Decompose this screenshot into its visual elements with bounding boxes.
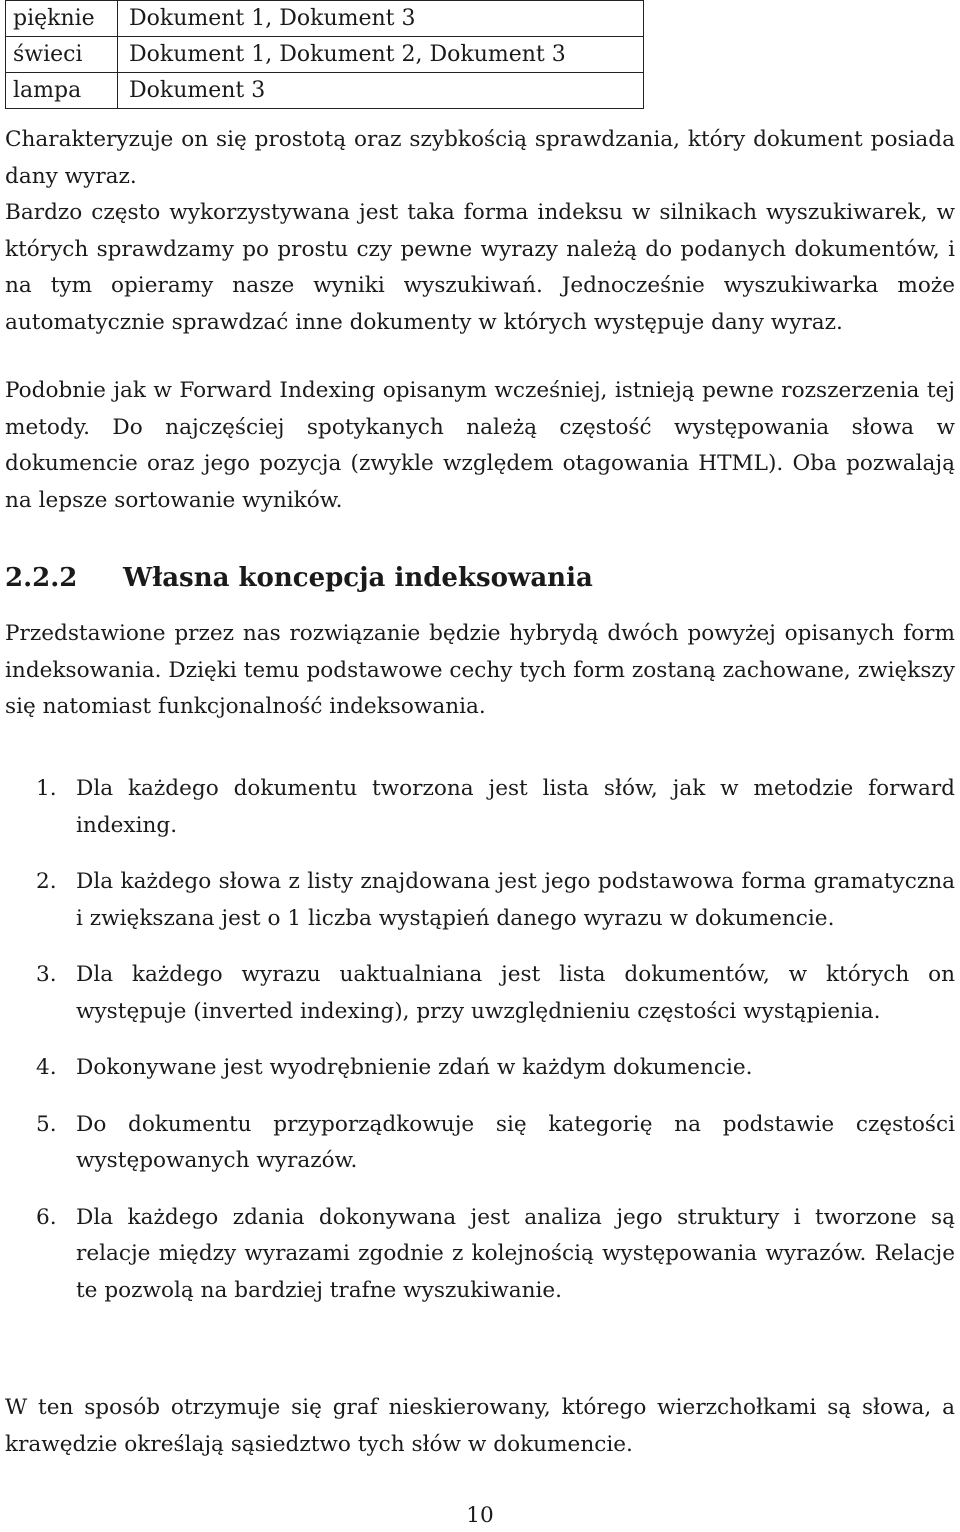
- list-item-number: 4.: [36, 1055, 57, 1080]
- list-item: [5, 771, 955, 844]
- closing-paragraph: W ten sposób otrzymuje się graf nieskierowany, którego wierzchołkami są słowa, a krawędzie określają sąsiedztwo tych słów w dokumencie.: [5, 1395, 955, 1457]
- index-table-wrapper: [5, 0, 644, 109]
- list-item: [5, 1050, 955, 1087]
- table-row: [6, 73, 644, 109]
- list-item: [5, 864, 955, 937]
- list-item: [5, 1107, 955, 1180]
- table-row: [6, 1, 644, 37]
- list-item-text: Dla każdego wyrazu uaktualniana jest lista dokumentów, w których on występuje (inverted indexing), przy uwzględnieniu częstości wystąpienia.: [76, 962, 955, 1024]
- steps-list: [5, 771, 955, 1329]
- table-cell-documents: Dokument 3: [118, 73, 644, 109]
- paragraph-search-engines: Bardzo często wykorzystywana jest taka forma indeksu w silnikach wyszukiwarek, w których sprawdzamy po prostu czy pewne wyrazy należą do podanych dokumentów, i na tym opieramy nasze wyniki wyszukiwań. Jednocześnie wyszukiwarka może automatycznie sprawdzać inne dokumenty w których występuje dany wyraz.: [5, 200, 955, 335]
- paragraph-characteristics: Charakteryzuje on się prostotą oraz szybkością sprawdzania, który dokument posiada dany wyraz.: [5, 127, 955, 189]
- table-cell-documents: Dokument 1, Dokument 2, Dokument 3: [118, 37, 644, 73]
- list-item-text: Do dokumentu przyporządkowuje się kategorię na podstawie częstości występowanych wyrazów.: [76, 1111, 955, 1173]
- list-item-number: 5.: [36, 1111, 57, 1137]
- list-item-number: 3.: [36, 962, 57, 987]
- table-cell-word: lampa: [6, 73, 118, 109]
- list-item-number: 2.: [36, 869, 57, 894]
- table-cell-word: świeci: [6, 37, 118, 73]
- table-cell-word: pięknie: [6, 1, 118, 37]
- paragraph-extensions: Podobnie jak w Forward Indexing opisanym wcześniej, istnieją pewne rozszerzenia tej metody. Do najczęściej spotykanych należą częstość występowania słowa w dokumencie oraz jego pozycja (zwykle względem otagowania HTML). Oba pozwalają na lepsze sortowanie wyników.: [5, 378, 955, 513]
- section-number: 2.2.2: [5, 563, 78, 593]
- section-title: Własna koncepcja indeksowania: [123, 563, 593, 593]
- list-item: [5, 957, 955, 1030]
- section-intro-paragraph: Przedstawione przez nas rozwiązanie będzie hybrydą dwóch powyżej opisanych form indeksowania. Dzięki temu podstawowe cechy tych form zostaną zachowane, zwiększy się natomiast funkcjonalność indeksowania.: [5, 621, 955, 719]
- list-item-text: Dla każdego zdania dokonywana jest analiza jego struktury i tworzone są relacje między wyrazami zgodnie z kolejnością występowania wyrazów. Relacje te pozwolą na bardziej trafne wyszukiwanie.: [76, 1204, 955, 1303]
- list-item-text: Dokonywane jest wyodrębnienie zdań w każdym dokumencie.: [76, 1055, 753, 1080]
- inverted-index-table: [5, 0, 644, 109]
- table-cell-documents: Dokument 1, Dokument 3: [118, 1, 644, 37]
- list-item-number: 6.: [36, 1204, 57, 1230]
- list-item-number: 1.: [36, 776, 57, 801]
- list-item-text: Dla każdego dokumentu tworzona jest lista słów, jak w metodzie forward indexing.: [76, 776, 955, 838]
- list-item-text: Dla każdego słowa z listy znajdowana jest jego podstawowa forma gramatyczna i zwiększana jest o 1 liczba wystąpień danego wyrazu w dokumencie.: [76, 869, 955, 931]
- section-heading: [5, 556, 593, 600]
- list-item: [5, 1200, 955, 1310]
- page-number: 10: [466, 1503, 494, 1528]
- table-row: [6, 37, 644, 73]
